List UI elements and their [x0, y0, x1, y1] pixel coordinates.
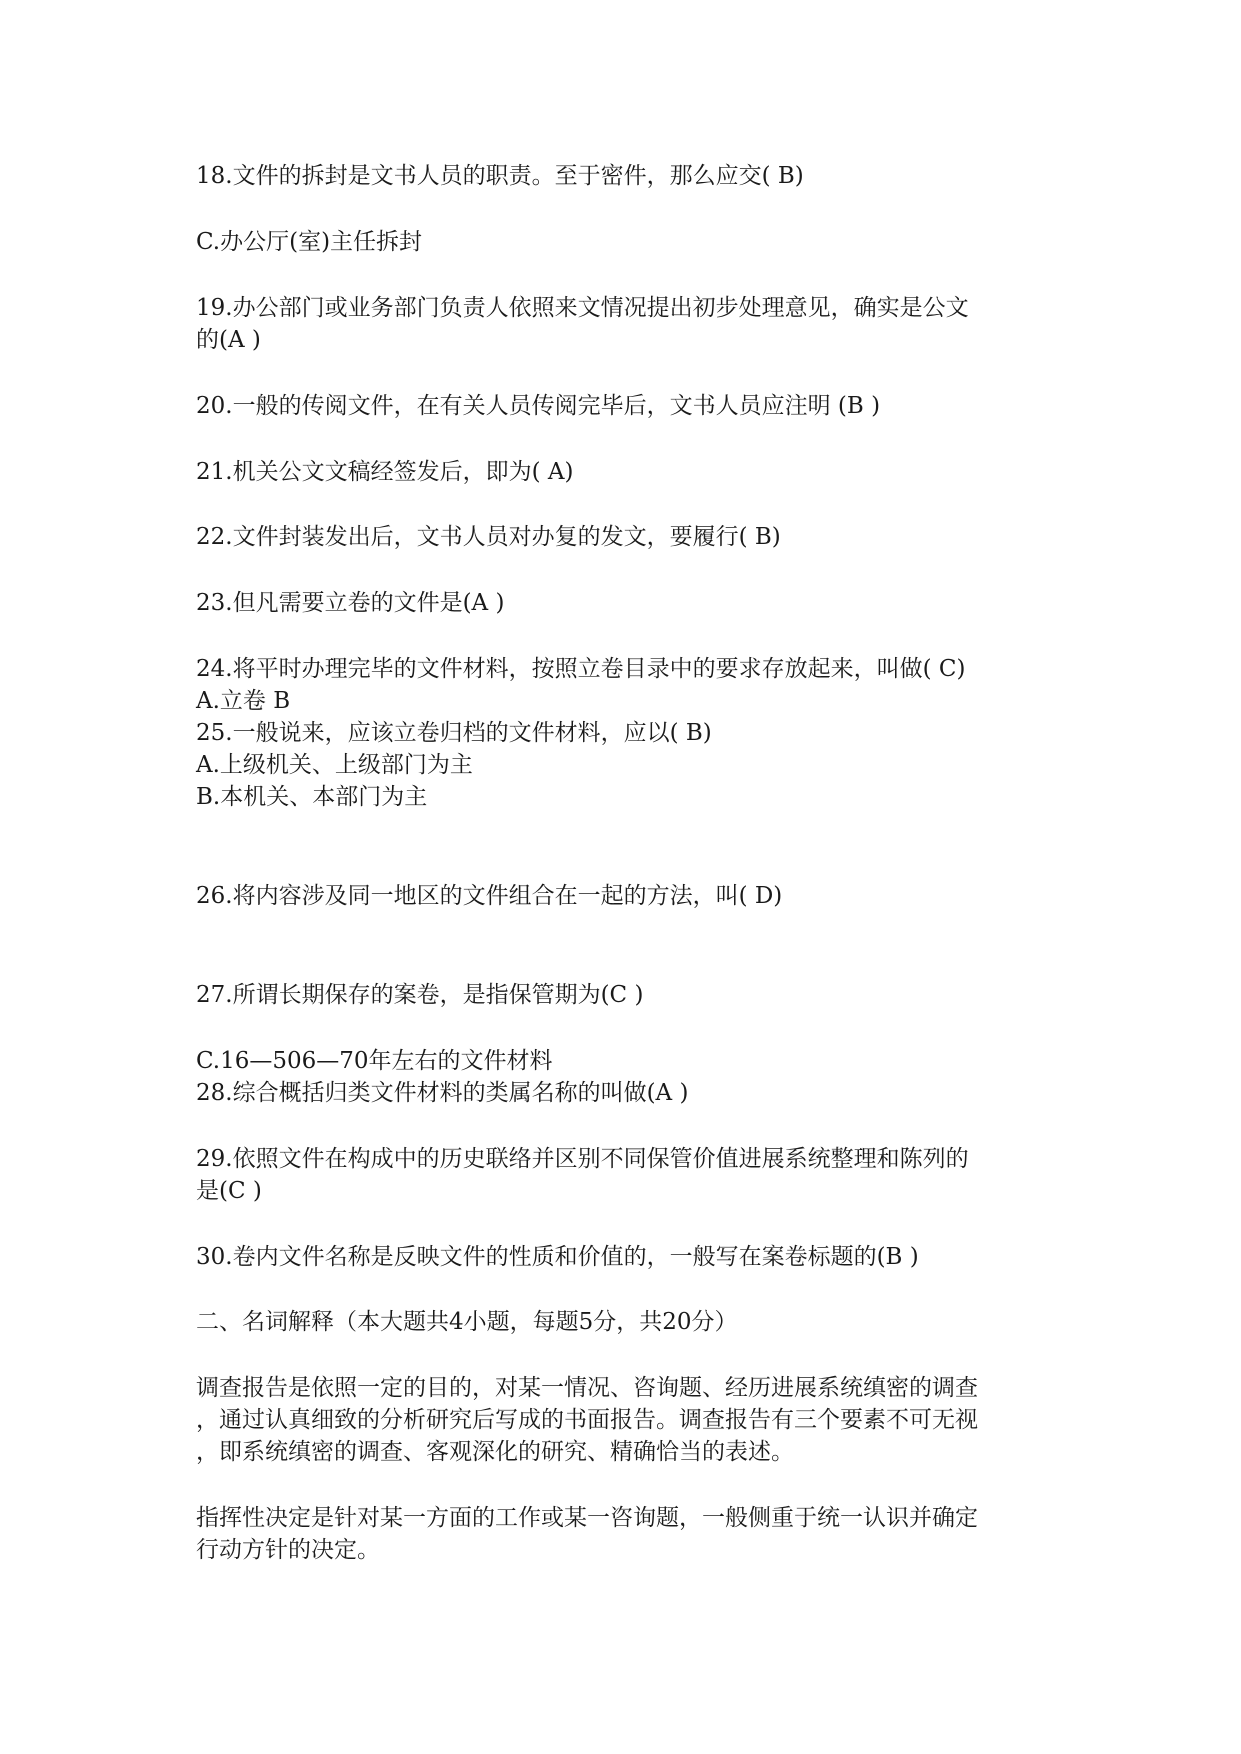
- answer-24: A.立卷 B: [196, 688, 291, 714]
- answer-27: C.16—506—70年左右的文件材料: [196, 1048, 553, 1074]
- question-30: 30.卷内文件名称是反映文件的性质和价值的，一般写在案卷标题的(B ): [196, 1244, 919, 1270]
- definition-1-line-3: ，即系统缜密的调查、客观深化的研究、精确恰当的表述。: [196, 1439, 794, 1465]
- question-19: 19.办公部门或业务部门负责人依照来文情况提出初步处理意见，确实是公文: [196, 295, 969, 321]
- definition-2-line-1: 指挥性决定是针对某一方面的工作或某一咨询题，一般侧重于统一认识并确定: [196, 1505, 978, 1531]
- answer-25-a: A.上级机关、上级部门为主: [196, 752, 473, 778]
- answer-25-b: B.本机关、本部门为主: [196, 784, 428, 810]
- definition-1-line-1: 调查报告是依照一定的目的，对某一情况、咨询题、经历进展系统缜密的调查: [196, 1375, 978, 1401]
- question-24: 24.将平时办理完毕的文件材料，按照立卷目录中的要求存放起来，叫做( C): [196, 656, 966, 682]
- question-29: 29.依照文件在构成中的历史联络并区别不同保管价值进展系统整理和陈列的: [196, 1146, 969, 1172]
- definition-1-line-2: ，通过认真细致的分析研究后写成的书面报告。调查报告有三个要素不可无视: [196, 1407, 978, 1433]
- section-heading: 二、名词解释（本大题共4小题，每题5分，共20分）: [196, 1309, 738, 1335]
- question-25: 25.一般说来，应该立卷归档的文件材料，应以( B): [196, 720, 712, 746]
- definition-2-line-2: 行动方针的决定。: [196, 1537, 380, 1563]
- question-27: 27.所谓长期保存的案卷，是指保管期为(C ): [196, 982, 644, 1008]
- question-19-cont: 的(A ): [196, 327, 261, 353]
- question-26: 26.将内容涉及同一地区的文件组合在一起的方法，叫( D): [196, 883, 783, 909]
- question-22: 22.文件封装发出后，文书人员对办复的发文，要履行( B): [196, 524, 781, 550]
- question-29-cont: 是(C ): [196, 1178, 262, 1204]
- question-28: 28.综合概括归类文件材料的类属名称的叫做(A ): [196, 1080, 689, 1106]
- question-18: 18.文件的拆封是文书人员的职责。至于密件，那么应交( B): [196, 163, 804, 189]
- question-20: 20.一般的传阅文件，在有关人员传阅完毕后，文书人员应注明 (B ): [196, 393, 881, 419]
- answer-18: C.办公厅(室)主任拆封: [196, 229, 423, 255]
- question-21: 21.机关公文文稿经签发后，即为( A): [196, 459, 574, 485]
- question-23: 23.但凡需要立卷的文件是(A ): [196, 590, 505, 616]
